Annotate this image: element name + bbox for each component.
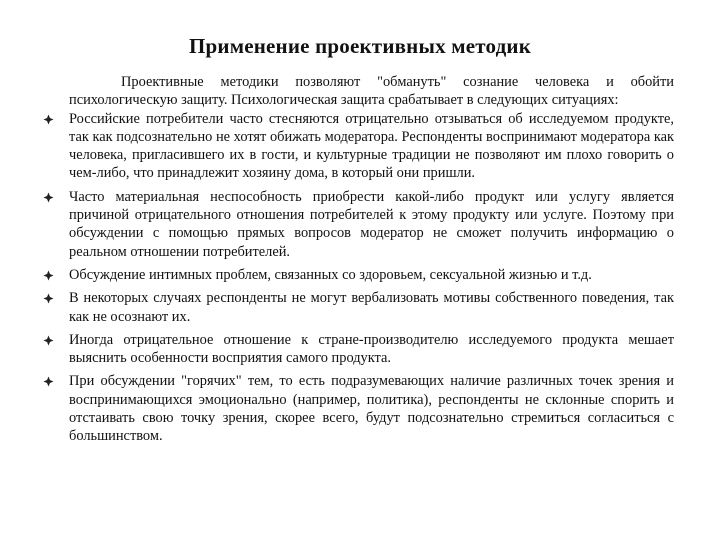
- bullet-list: [43, 110, 674, 446]
- bullet-text: Обсуждение интимных проблем, связанных со здоровьем, сексуальной жизнью и т.д.: [69, 266, 592, 283]
- diamond-bullet-icon: [43, 114, 54, 125]
- diamond-bullet-icon: [43, 376, 54, 387]
- bullet-text: При обсуждении "горячих" тем, то есть подразумевающих наличие различных точек зрения и воспринимающихся эмоционально (например, политика), респонденты не склонные спорить и отстаивать свою точку зрения, скорее всего, будут подсознательно стремиться согласиться с большинством.: [69, 373, 674, 445]
- bullet-item: [43, 289, 674, 326]
- diamond-bullet-icon: [43, 270, 54, 281]
- bullet-text: В некоторых случаях респонденты не могут вербализовать мотивы собственного поведения, так как не осознают их.: [69, 290, 674, 325]
- slide-title: Применение проективных методик: [188, 34, 531, 58]
- slide-body: [43, 73, 674, 446]
- diamond-bullet-icon: [43, 293, 54, 304]
- diamond-bullet-icon: [43, 335, 54, 346]
- bullet-text: Российские потребители часто стесняются отрицательно отзываться об исследуемом продукте, так как подсознательно не хотят обижать модератора. Респонденты воспринимают модератора как человека, пригласившего их в гости, и культурные традиции не позволяют им плохо говорить о чем-либо, что принадлежит хозяину дома, в который они пришли.: [69, 110, 674, 182]
- bullet-text: Часто материальная неспособность приобрести какой-либо продукт или услугу является причиной отрицательного отношения потребителей к этому продукту или услуге. Поэтому при обсуждении с помощью прямых вопросов модератор не сможет получить информацию о реальном отношении потребителей.: [69, 188, 674, 260]
- bullet-item: [43, 372, 674, 445]
- bullet-text: Иногда отрицательное отношение к стране-производителю исследуемого продукта мешает выяснить особенности восприятия самого продукта.: [69, 331, 674, 367]
- bullet-item: [43, 331, 674, 368]
- intro-paragraph: Проективные методики позволяют "обмануть" сознание человека и обойти психологическую защиту. Психологическая защита срабатывает в следующих ситуациях:: [69, 74, 674, 109]
- bullet-item: [43, 110, 674, 183]
- bullet-item: [43, 266, 674, 284]
- diamond-bullet-icon: [43, 192, 54, 203]
- bullet-item: [43, 188, 674, 261]
